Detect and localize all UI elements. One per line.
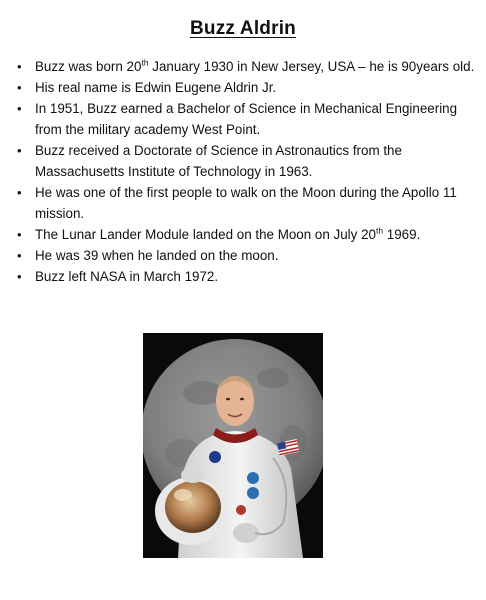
fact-text: January 1930 in New Jersey, USA – he is 90years old. [148,59,475,74]
fact-item [14,140,476,182]
bullet-icon: • [17,269,22,284]
astronaut-illustration [143,333,323,558]
fact-text: He was one of the first people to walk on the Moon during the Apollo 11 mission. [35,185,457,221]
fact-item [14,56,476,77]
fact-item [14,77,476,98]
fact-text: 1969. [383,227,421,242]
fact-text: His real name is Edwin Eugene Aldrin Jr. [35,80,277,95]
fact-item [14,266,476,287]
ordinal-suffix: th [375,225,384,236]
bullet-icon: • [17,185,22,200]
bullet-icon: • [17,59,22,74]
astronaut-photo [143,333,323,558]
fact-text: Buzz received a Doctorate of Science in Astronautics from the Massachusetts Institute of Technology in 1963. [35,143,402,179]
facts-list [14,56,476,287]
page-title: Buzz Aldrin [190,18,296,39]
fact-text: In 1951, Buzz earned a Bachelor of Science in Mechanical Engineering from the military academy West Point. [35,101,458,137]
fact-text: The Lunar Lander Module landed on the Moon on July 20 [35,227,376,242]
fact-item [14,224,476,245]
bullet-icon: • [17,227,22,242]
fact-item [14,182,476,224]
fact-text: He was 39 when he landed on the moon. [35,248,279,263]
bullet-icon: • [17,248,22,263]
fact-item [14,245,476,266]
ordinal-suffix: th [141,57,149,68]
bullet-icon: • [17,143,22,158]
bullet-icon: • [17,80,22,95]
fact-text: Buzz was born 20 [35,59,142,74]
fact-text: Buzz left NASA in March 1972. [35,269,219,284]
fact-item [14,98,476,140]
bullet-icon: • [17,101,22,116]
